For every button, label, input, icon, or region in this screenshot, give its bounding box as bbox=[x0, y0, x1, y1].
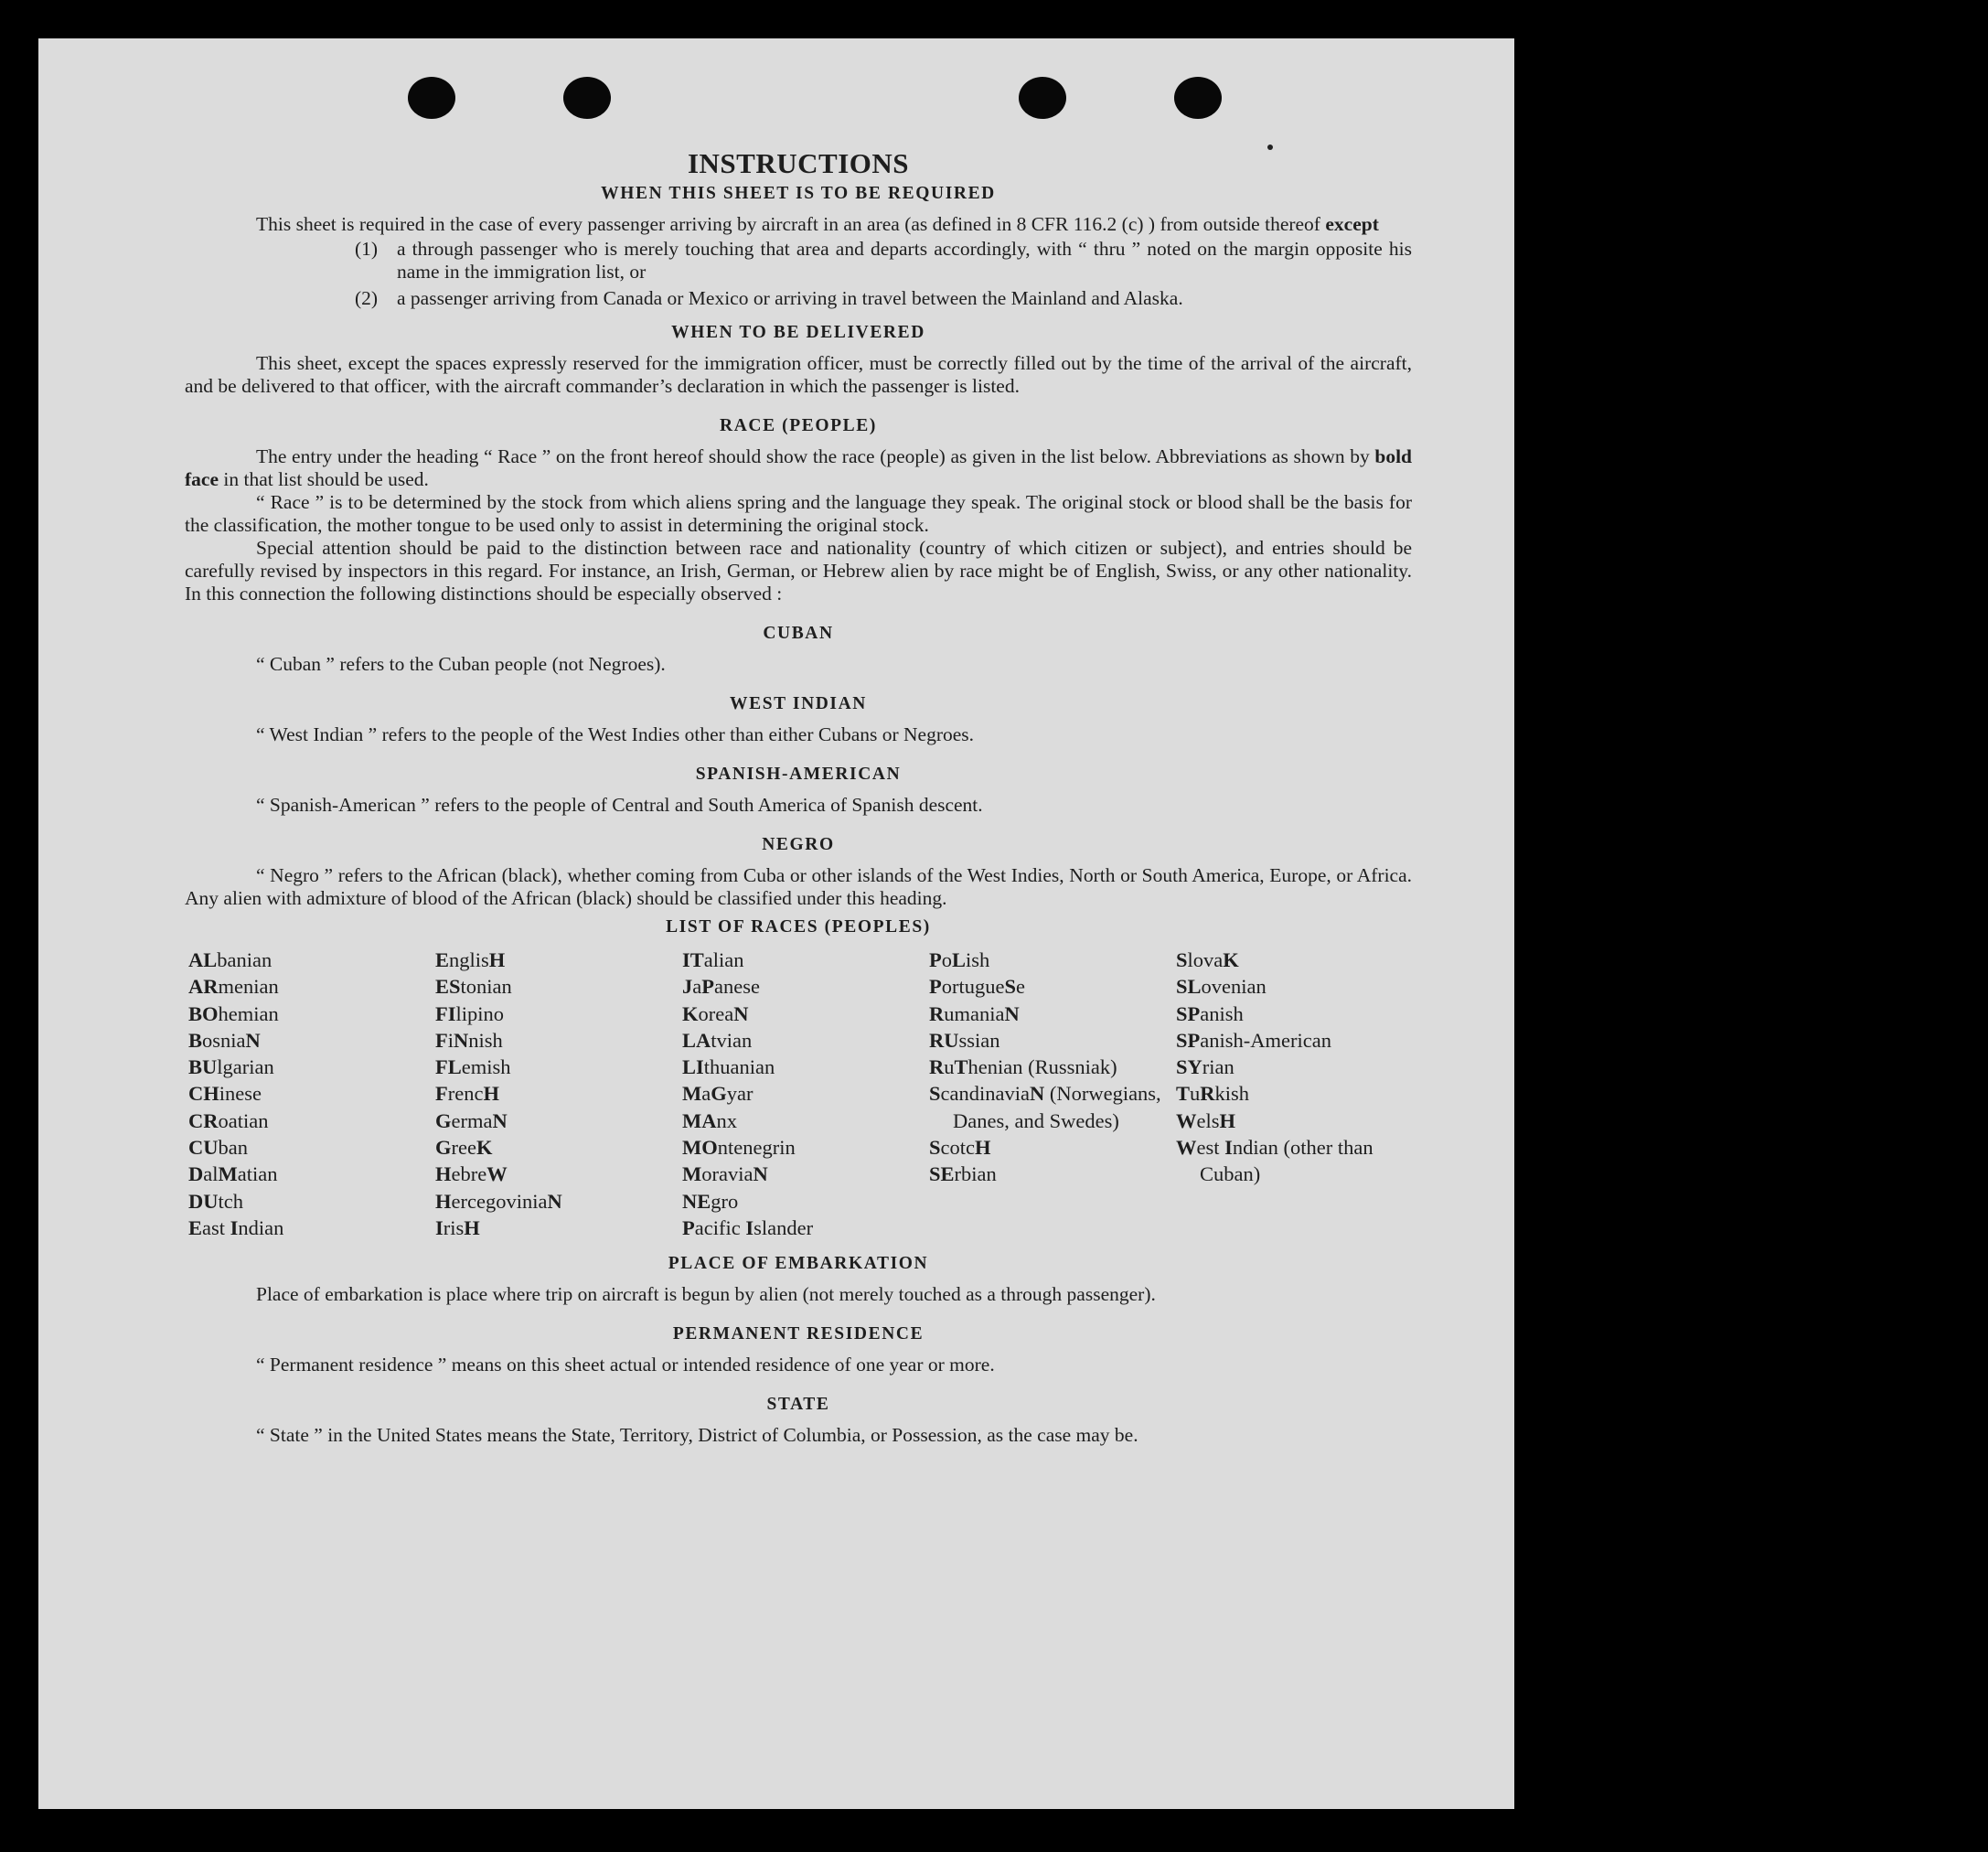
race-entry: TuRkish bbox=[1176, 1082, 1250, 1106]
races-column-3 bbox=[682, 947, 929, 1241]
delivered-paragraph: This sheet, except the spaces expressly reserved for the immigration officer, must be correctly filled out by the time of the arrival of the aircraft, and be delivered to that officer, with the aircraft commander’s declaration in which the passenger is listed. bbox=[185, 352, 1412, 397]
race-paragraph-3: Special attention should be paid to the distinction between race and nationality (country of which citizen or subject), and entries should be carefully revised by inspectors in this regard. For instance, an Irish, German, or Hebrew alien by race might be of English, Swiss, or any other nationality. In this connection the following distinctions should be especially observed : bbox=[185, 537, 1412, 605]
race-entry: SPanish bbox=[1176, 1001, 1244, 1025]
speck-mark bbox=[1267, 145, 1273, 150]
race-entry: DalMatian bbox=[188, 1162, 278, 1186]
race-paragraph-1 bbox=[185, 445, 1412, 491]
race-entry: CUban bbox=[188, 1136, 248, 1160]
residence-paragraph: “ Permanent residence ” means on this sheet actual or intended residence of one year or more. bbox=[256, 1354, 995, 1376]
race-entry: ITalian bbox=[682, 948, 744, 971]
heading-race: RACE (PEOPLE) bbox=[720, 416, 877, 435]
instructions-content bbox=[185, 147, 1413, 1447]
race-entry: DUtch bbox=[188, 1189, 243, 1213]
race-entry: GreeK bbox=[435, 1136, 493, 1160]
races-column-2 bbox=[435, 947, 682, 1241]
race-entry: KoreaN bbox=[682, 1001, 749, 1025]
heading-when-delivered: WHEN TO BE DELIVERED bbox=[671, 323, 925, 342]
race-entry: WelsH bbox=[1176, 1108, 1236, 1132]
heading-permanent-residence: PERMANENT RESIDENCE bbox=[672, 1324, 925, 1344]
required-intro-bold: except bbox=[1325, 213, 1379, 235]
race-entry: LIthuanian bbox=[682, 1055, 775, 1079]
race-entry: SErbian bbox=[929, 1162, 997, 1186]
race-entry: SPanish-American bbox=[1176, 1028, 1331, 1052]
page-title: INSTRUCTIONS bbox=[687, 147, 909, 179]
race-entry: SYrian bbox=[1176, 1055, 1234, 1079]
heading-west-indian: WEST INDIAN bbox=[730, 694, 867, 713]
heading-negro: NEGRO bbox=[762, 835, 835, 854]
race-entry: PoLish bbox=[929, 948, 990, 971]
race-entry: East Indian bbox=[188, 1215, 284, 1239]
race-entry: EnglisH bbox=[435, 948, 506, 971]
race-entry: CRoatian bbox=[188, 1108, 269, 1132]
race-entry: JaPanese bbox=[682, 975, 760, 999]
race-entry: ARmenian bbox=[188, 975, 279, 999]
race-entry: Pacific Islander bbox=[682, 1215, 814, 1239]
race-p1-bold: bold face bbox=[185, 445, 1413, 490]
race-paragraph-2: “ Race ” is to be determined by the stock from which aliens spring and the language they speak. The original stock or blood shall be the basis for the classification, the mother tongue to be used only to assist in determining the original stock. bbox=[185, 491, 1412, 536]
heading-cuban: CUBAN bbox=[763, 624, 834, 643]
heading-state: STATE bbox=[766, 1395, 830, 1415]
punch-hole bbox=[1174, 77, 1222, 119]
west-indian-paragraph: “ West Indian ” refers to the people of the West Indies other than either Cubans or Negroes. bbox=[256, 723, 975, 745]
race-entry: FLemish bbox=[435, 1055, 511, 1079]
race-entry: RUssian bbox=[929, 1028, 1000, 1052]
race-p1-text-a: The entry under the heading “ Race ” on the front hereof should show the race (people) as given in the list below. Abbreviations as shown by bbox=[256, 445, 1370, 467]
heading-embarkation: PLACE OF EMBARKATION bbox=[668, 1254, 929, 1274]
required-item-1 bbox=[185, 238, 1412, 284]
required-intro bbox=[185, 213, 1412, 236]
race-entry: RuThenian (Russniak) bbox=[929, 1055, 1117, 1079]
race-entry: FIlipino bbox=[435, 1001, 505, 1025]
race-entry: FrencH bbox=[435, 1082, 499, 1106]
required-item-2 bbox=[185, 287, 1412, 310]
races-column-1 bbox=[188, 947, 435, 1241]
punch-hole bbox=[1019, 77, 1066, 119]
race-entry: MaGyar bbox=[682, 1082, 754, 1106]
race-entry: FiNnish bbox=[435, 1028, 503, 1052]
race-entry: BUlgarian bbox=[188, 1055, 274, 1079]
race-entry: IrisH bbox=[435, 1215, 480, 1239]
race-entry: LAtvian bbox=[682, 1028, 753, 1052]
races-column-4 bbox=[929, 947, 1176, 1241]
race-entry: West Indian (other than Cuban) bbox=[1176, 1136, 1373, 1186]
race-entry: SlovaK bbox=[1176, 948, 1239, 971]
required-intro-text: This sheet is required in the case of every passenger arriving by aircraft in an area (as defined in 8 CFR 116.2 (c) ) from outside thereof bbox=[256, 213, 1320, 235]
race-entry: ALbanian bbox=[188, 948, 273, 971]
race-entry: MAnx bbox=[682, 1108, 737, 1132]
heading-list-of-races: LIST OF RACES (PEOPLES) bbox=[666, 917, 931, 937]
race-entry: MoraviaN bbox=[682, 1162, 768, 1186]
race-entry: RumaniaN bbox=[929, 1001, 1020, 1025]
race-entry: ScandinaviaN (Norwegians, Danes, and Swedes) bbox=[929, 1082, 1161, 1132]
race-entry: CHinese bbox=[188, 1082, 262, 1106]
item-text: a passenger arriving from Canada or Mexico or arriving in travel between the Mainland and Alaska. bbox=[397, 287, 1183, 309]
race-p1-text-b: in that list should be used. bbox=[223, 468, 429, 490]
embarkation-paragraph: Place of embarkation is place where trip on aircraft is begun by alien (not merely touched as a through passenger). bbox=[256, 1283, 1156, 1306]
document-page bbox=[38, 38, 1514, 1809]
races-column-5 bbox=[1176, 947, 1416, 1241]
item-number: (2) bbox=[355, 287, 379, 309]
race-entry: PortugueSe bbox=[929, 975, 1025, 999]
item-number: (1) bbox=[355, 238, 379, 260]
race-entry: GermaN bbox=[435, 1108, 508, 1132]
spanish-american-paragraph: “ Spanish-American ” refers to the people of Central and South America of Spanish descent. bbox=[256, 794, 983, 816]
cuban-paragraph: “ Cuban ” refers to the Cuban people (not Negroes). bbox=[256, 653, 666, 675]
heading-spanish-american: SPANISH-AMERICAN bbox=[695, 765, 902, 784]
race-entry: BOhemian bbox=[188, 1001, 279, 1025]
race-entry: MOntenegrin bbox=[682, 1136, 796, 1160]
race-entry: EStonian bbox=[435, 975, 512, 999]
item-text: a through passenger who is merely touching that area and departs accordingly, with “ thru ” noted on the margin opposite his name in the immigration list, or bbox=[397, 238, 1412, 283]
race-entry: SLovenian bbox=[1176, 975, 1267, 999]
race-entry: BosniaN bbox=[188, 1028, 261, 1052]
punch-hole bbox=[563, 77, 611, 119]
race-entry: HercegoviniaN bbox=[435, 1189, 562, 1213]
negro-paragraph: “ Negro ” refers to the African (black), whether coming from Cuba or other islands of the West Indies, North or South America, Europe, or Africa. Any alien with admixture of blood of the African (black) should be classified under this heading. bbox=[185, 864, 1412, 909]
races-list bbox=[188, 947, 1412, 1241]
state-paragraph: “ State ” in the United States means the State, Territory, District of Columbia, or Possession, as the case may be. bbox=[256, 1424, 1138, 1447]
race-entry: HebreW bbox=[435, 1162, 508, 1186]
heading-when-required: WHEN THIS SHEET IS TO BE REQUIRED bbox=[601, 184, 996, 203]
punch-hole bbox=[408, 77, 455, 119]
race-entry: NEgro bbox=[682, 1189, 739, 1213]
race-entry: ScotcH bbox=[929, 1136, 991, 1160]
